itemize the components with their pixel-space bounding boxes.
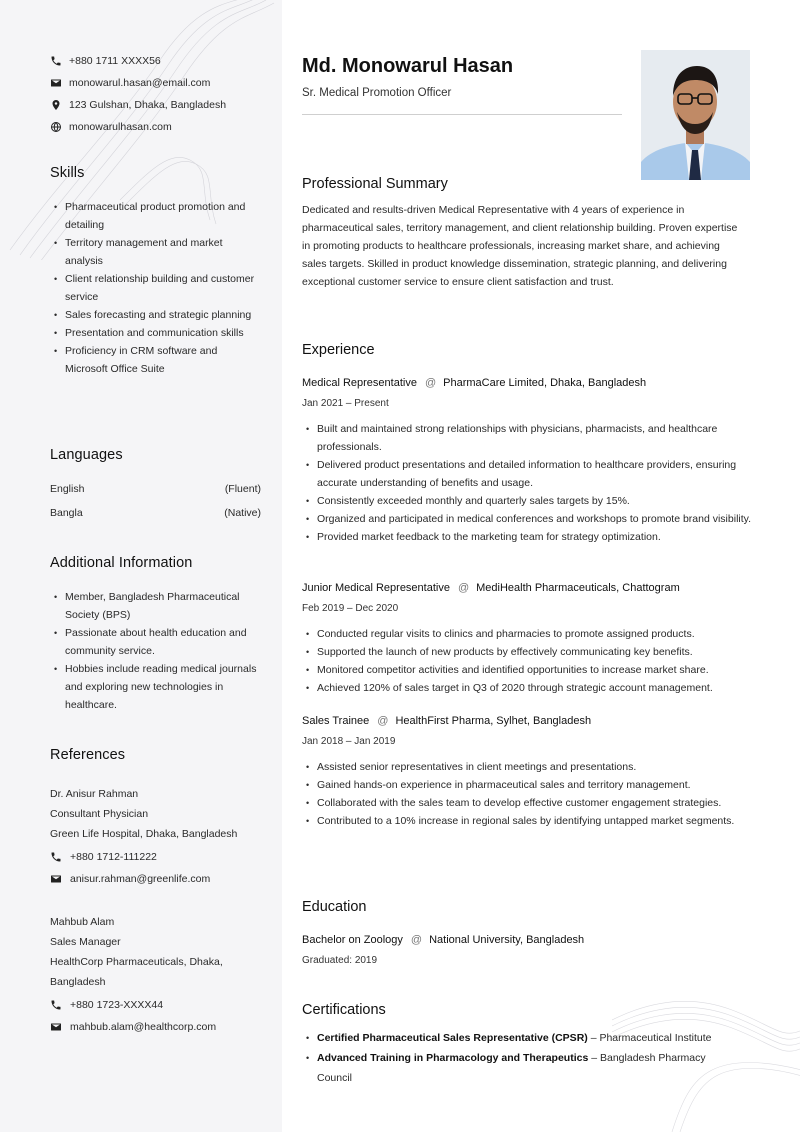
candidate-title: Sr. Medical Promotion Officer [302,87,452,99]
candidate-name: Md. Monowarul Hasan [302,55,514,77]
reference-role: Sales Manager [50,936,121,948]
contact-email-text[interactable]: monowarul.hasan@email.com [69,77,211,89]
sidebar [0,0,282,1132]
job-bullet: • Delivered product presentations and detailed information to healthcare providers, ensuring accurate understanding of benefits and usage. [304,456,754,492]
skill-item: • Territory management and market analysis [52,234,257,270]
contact-phone-text: +880 1711 XXXX56 [69,55,161,67]
contact-website [50,116,226,138]
job-company: MediHealth Pharmaceuticals, Chattogram [476,582,680,594]
job-bullet: • Provided market feedback to the marketing team for strategy optimization. [304,528,754,546]
references-heading: References [50,747,126,763]
language-row-bangla [50,507,261,519]
language-name: English [50,483,85,495]
certification-item [304,1048,734,1088]
contact-phone [50,50,226,72]
phone-icon [50,55,62,67]
reference-phone-text: +880 1723-XXXX44 [70,999,164,1011]
reference-email-text[interactable]: anisur.rahman@greenlife.com [70,873,211,885]
additional-info-item: • Passionate about health education and community service. [52,624,257,660]
phone-icon [50,851,62,863]
reference-phone [50,846,265,868]
certification-issuer: – Pharmaceutical Institute [587,1032,712,1044]
job-header-2 [302,582,680,594]
job-bullet: • Achieved 120% of sales target in Q3 of 2020 through strategic account management. [304,679,754,697]
job-bullet: • Supported the launch of new products by effectively communicating key benefits. [304,643,754,661]
certification-title: Certified Pharmaceutical Sales Representative (CPSR) [317,1032,588,1044]
reference-name: Dr. Anisur Rahman [50,788,139,800]
language-name: Bangla [50,507,83,519]
at-sign: @ [457,582,470,594]
globe-icon [50,121,62,133]
reference-phone-text: +880 1712-111222 [70,851,157,863]
reference-org: HealthCorp Pharmaceuticals, Dhaka, Bangladesh [50,956,223,988]
certification-item [304,1028,734,1048]
header-divider [302,114,622,115]
skill-item: • Proficiency in CRM software and Microsoft Office Suite [52,342,257,378]
location-pin-icon [50,99,62,111]
at-sign: @ [410,934,423,946]
job-bullet: • Collaborated with the sales team to develop effective customer engagement strategies. [304,794,754,812]
job-bullets-2 [304,625,754,697]
job-role: Medical Representative [302,377,417,389]
main-content [282,0,800,1132]
job-bullet: • Organized and participated in medical conferences and workshops to promote brand visibility. [304,510,754,528]
job-header-1 [302,377,646,389]
job-dates: Feb 2019 – Dec 2020 [302,603,399,614]
reference-name: Mahbub Alam [50,916,115,928]
education-entry [302,934,584,946]
job-bullets-1 [304,420,754,546]
reference-1 [50,784,265,890]
profile-photo [641,50,750,180]
education-degree: Bachelor on Zoology [302,934,403,946]
reference-role: Consultant Physician [50,808,149,820]
skill-item: • Sales forecasting and strategic planning [52,306,257,324]
reference-org: Green Life Hospital, Dhaka, Bangladesh [50,828,238,840]
job-header-3 [302,715,591,727]
mail-icon [50,873,62,885]
skills-heading: Skills [50,165,85,181]
skills-list [52,198,257,378]
skill-item: • Pharmaceutical product promotion and detailing [52,198,257,234]
additional-info-item: • Hobbies include reading medical journals and exploring new technologies in healthcare. [52,660,257,714]
reference-email [50,868,265,890]
education-school: National University, Bangladesh [429,934,585,946]
additional-info-item: • Member, Bangladesh Pharmaceutical Society (BPS) [52,588,257,624]
contact-list [50,50,226,138]
reference-2 [50,912,265,1038]
reference-phone [50,994,265,1016]
at-sign: @ [377,715,389,727]
job-company: HealthFirst Pharma, Sylhet, Bangladesh [395,715,592,727]
education-heading: Education [302,899,367,915]
job-bullet: • Gained hands-on experience in pharmaceutical sales and territory management. [304,776,754,794]
certification-issuer: – Bangladesh Pharmacy Council [317,1052,706,1084]
summary-text: Dedicated and results-driven Medical Representative with 4 years of experience in pharmaceutical sales, territory management, and client relationship building. Proven expertise in promoting products to healthcare professionals, increasing market share, and achieving sales targets. Skilled in product knowledge dissemination, strategic planning, and delivering exceptional customer service to ensure client satisfaction and trust. [302,204,738,288]
certifications-heading: Certifications [302,1002,386,1018]
certification-title: Advanced Training in Pharmacology and Therapeutics [317,1052,589,1064]
job-bullets-3 [304,758,754,830]
at-sign: @ [424,377,437,389]
skill-item: • Presentation and communication skills [52,324,257,342]
language-level: (Fluent) [224,483,261,495]
job-bullet: • Consistently exceeded monthly and quarterly sales targets by 15%. [304,492,754,510]
additional-info-heading: Additional Information [50,555,193,571]
contact-address [50,94,226,116]
job-dates: Jan 2018 – Jan 2019 [302,736,396,747]
contact-address-text: 123 Gulshan, Dhaka, Bangladesh [69,99,227,111]
contact-email [50,72,226,94]
contact-website-text[interactable]: monowarulhasan.com [69,121,172,133]
mail-icon [50,1021,62,1033]
languages-heading: Languages [50,447,123,463]
education-graduated: Graduated: 2019 [302,955,378,966]
reference-email [50,1016,265,1038]
phone-icon [50,999,62,1011]
job-dates: Jan 2021 – Present [302,398,389,409]
job-bullet: • Conducted regular visits to clinics and pharmacies to promote assigned products. [304,625,754,643]
experience-heading: Experience [302,342,375,358]
language-level: (Native) [224,507,261,519]
mail-icon [50,77,62,89]
job-bullet: • Assisted senior representatives in client meetings and presentations. [304,758,754,776]
reference-email-text[interactable]: mahbub.alam@healthcorp.com [70,1021,217,1033]
certifications-list [304,1028,734,1088]
summary-heading: Professional Summary [302,176,448,192]
job-company: PharmaCare Limited, Dhaka, Bangladesh [443,377,647,389]
job-bullet: • Contributed to a 10% increase in regional sales by identifying untapped market segments. [304,812,754,830]
job-role: Sales Trainee [302,715,370,727]
profile-photo-illustration [641,50,750,180]
language-row-english [50,483,261,495]
additional-info-list [52,588,257,714]
job-bullet: • Built and maintained strong relationships with physicians, pharmacists, and healthcare professionals. [304,420,754,456]
job-role: Junior Medical Representative [302,582,450,594]
job-bullet: • Monitored competitor activities and identified opportunities to increase market share. [304,661,754,679]
skill-item: • Client relationship building and customer service [52,270,257,306]
